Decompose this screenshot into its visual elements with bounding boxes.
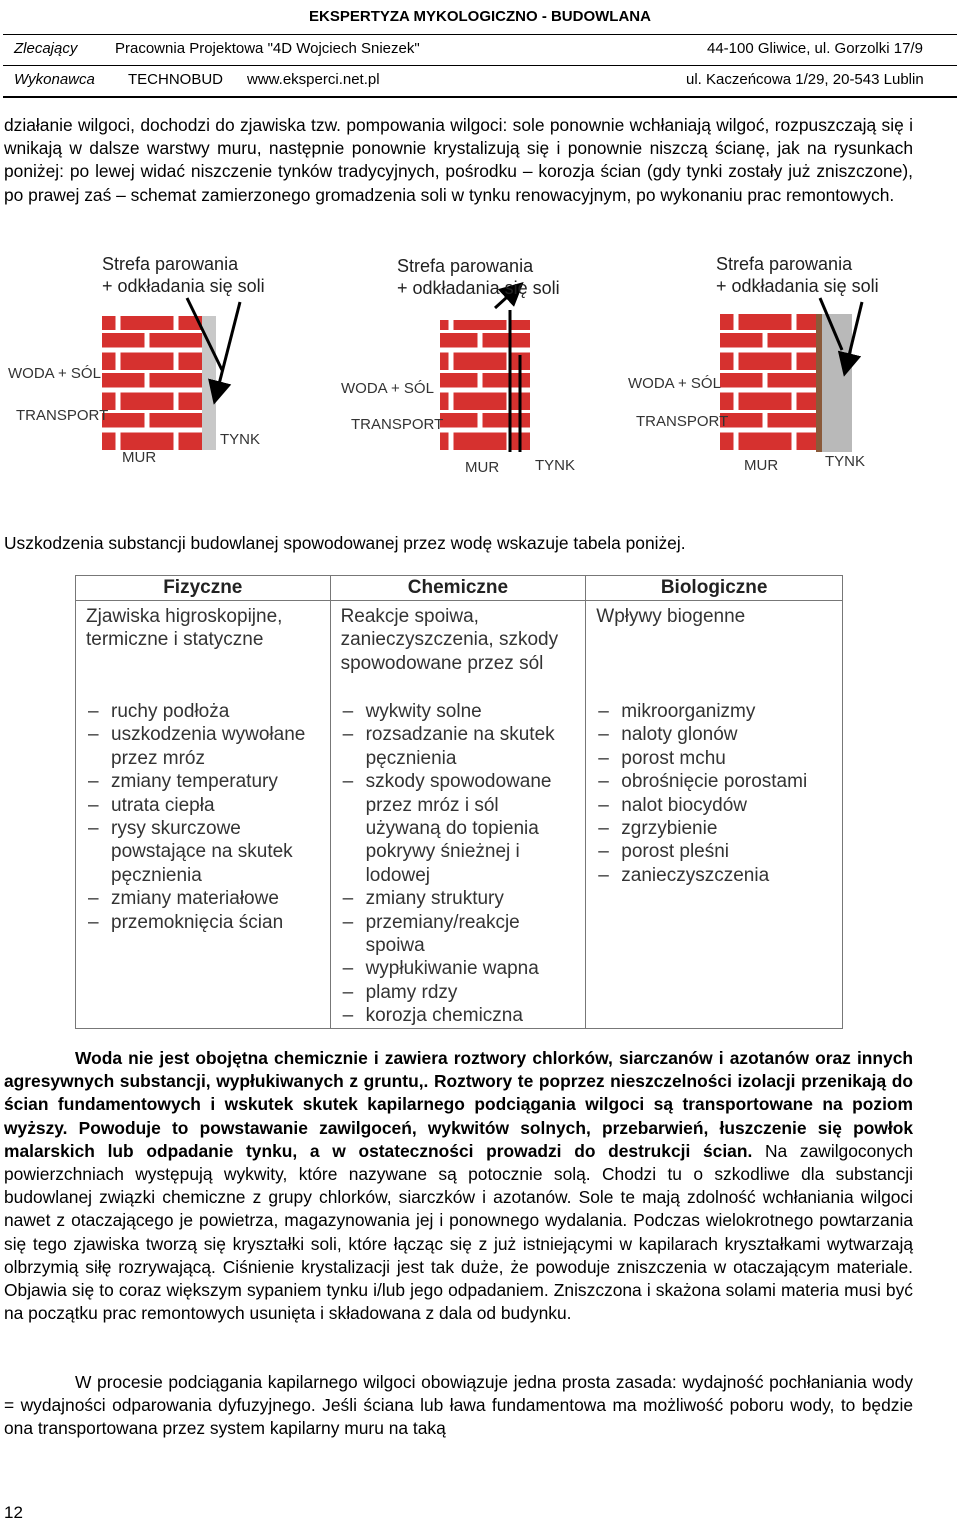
list-item: – rysy skurczowe powstające na skutek pęcznienia xyxy=(86,817,322,887)
wall-diagram xyxy=(335,250,615,482)
body-text: Na zawilgoconych powierzchniach występują wykwity, które nazywane są potocznie solą. Chodzi tu o szkodliwe dla substancji budowlanej związki chemiczne z grupy chlorków, siarczków i azotanów. Sole te mają zdolność wchłaniania wilgoci nawet z otaczającego je powietrza, magazynowania jej i ponownego wydalania. Podczas wielokrotnego powtarzania się tego zjawiska tworzą się kryształki soli, które łącząc się z już istniejącymi w kapilarach kryształkami wytwarzają olbrzymią siłę rozrywającą. Ciśnienie krystalizacji jest tak duże, że powoduje zniszczenia w otaczającym materiale. Objawia się to coraz większym sypaniem tynku i/lub jego odpadaniem. Zniszczona i skażona solami materia musi być na początku prac remontowych usunięta i składowana z dala od budynku. xyxy=(4,1140,914,1324)
physical-column xyxy=(76,601,331,1029)
header-divider xyxy=(3,65,957,66)
list-item: – naloty glonów xyxy=(596,723,834,746)
page-number: 12 xyxy=(4,1503,23,1522)
figure-renovation-plaster xyxy=(620,250,930,482)
wall-label: MUR xyxy=(744,457,779,474)
document-title: EKSPERTYZA MYKOLOGICZNO - BUDOWLANA xyxy=(309,8,651,25)
list-item: – porost pleśni xyxy=(596,840,834,863)
intro-paragraph: działanie wilgoci, dochodzi do zjawiska tzw. pompowania wilgoci: sole ponownie wchłaniają wilgoć, rozpuszczają się i wnikają w dalsze warstwy muru, następnie ponownie krystalizują się i ponownie niszczą ścianę, jak na rysunkach poniżej: po lewej widać niszczenie tynków tradycyjnych, pośrodku – korozja ścian (gdy tynki zostały już zniszczone), po prawej zaś – schemat zamierzonego gromadzenia soli w tynku renowacyjnym, po wykonaniu prac remontowych. xyxy=(4,115,913,205)
figure-wall-corrosion xyxy=(335,250,615,482)
chemical-list xyxy=(341,700,578,1028)
zone-label-line1: Strefa parowania xyxy=(716,254,853,274)
wall-label: MUR xyxy=(122,449,157,466)
list-item: – przemoknięcia ścian xyxy=(86,911,322,934)
brick-wall xyxy=(102,316,202,450)
table-intro: Uszkodzenia substancji budowlanej spowodowanej przez wodę wskazuje tabela poniżej. xyxy=(4,533,686,553)
plaster-label: TYNK xyxy=(535,457,576,474)
water-salt-label: WODA + SÓL xyxy=(341,380,434,397)
wall-diagram xyxy=(620,250,930,482)
zone-label-line2: + odkładania się soli xyxy=(102,276,265,296)
zone-label-line1: Strefa parowania xyxy=(102,254,239,274)
water-salt-label: WODA + SÓL xyxy=(628,375,721,392)
damage-table xyxy=(75,575,843,1029)
table-row xyxy=(76,601,843,1029)
transport-label: TRANSPORT xyxy=(16,407,109,424)
renovation-plaster-base xyxy=(816,314,822,452)
wall-diagram xyxy=(2,250,322,482)
zone-label-line2: + odkładania się soli xyxy=(397,278,560,298)
list-item: – porost mchu xyxy=(596,747,834,770)
biological-list xyxy=(596,700,834,887)
column-subtitle: Wpływy biogenne xyxy=(596,606,746,627)
header-divider xyxy=(3,34,957,35)
plaster-label: TYNK xyxy=(825,453,866,470)
header-client-row xyxy=(0,40,960,62)
table-header-row xyxy=(76,576,843,601)
contractor-website[interactable]: www.eksperci.net.pl xyxy=(247,71,380,88)
list-item: – zgrzybienie xyxy=(596,817,834,840)
emphasized-text: Woda nie jest obojętna chemicznie i zawiera roztwory chlorków, siarczanów i azotanów oraz innych agresywnych substancji, wypłukiwanych z gruntu,. Roztwory te poprzez nieszczelności izolacji przenikają do ścian fundamentowych i wskutek skutek kapilarnego podciągania wilgoci są transportowane na poziom wyższy. Powoduje to powstawanie zawilgoceń, wykwitów solnych, przebarwień, łuszczenie się powłok malarskich lub odpadanie tynku, a w ostateczności prowadzi do destrukcji ścian. xyxy=(4,1048,913,1161)
list-item: – korozja chemiczna xyxy=(341,1004,578,1027)
list-item: – zmiany materiałowe xyxy=(86,887,322,910)
transport-label: TRANSPORT xyxy=(636,413,729,430)
list-item: – przemiany/reakcje spoiwa xyxy=(341,911,578,958)
client-name: Pracownia Projektowa "4D Wojciech Sniezek" xyxy=(115,40,420,57)
transport-label: TRANSPORT xyxy=(351,416,444,433)
body-paragraph-2: W procesie podciągania kapilarnego wilgoci obowiązuje jedna prosta zasada: wydajność pochłaniania wody = wydajności odparowania dyfuzyjnego. Jeśli ściana lub ława fundamentowa ma możliwość poboru wody, to będzie ona transportowana przez system kapilarny muru na taką xyxy=(4,1372,913,1439)
zone-label-line2: + odkładania się soli xyxy=(716,276,879,296)
list-item: – plamy rdzy xyxy=(341,981,578,1004)
list-item: – ruchy podłoża xyxy=(86,700,322,723)
list-item: – szkody spowodowane przez mróz i sól używaną do topienia pokrywy śnieżnej i lodowej xyxy=(341,770,578,887)
contractor-address: ul. Kaczeńcowa 1/29, 20-543 Lublin xyxy=(686,71,924,88)
list-item: – obrośnięcie porostami xyxy=(596,770,834,793)
client-address: 44-100 Gliwice, ul. Gorzolki 17/9 xyxy=(707,40,923,57)
biological-column xyxy=(586,601,843,1029)
column-header-biological: Biologiczne xyxy=(586,576,843,601)
list-item: – mikroorganizmy xyxy=(596,700,834,723)
list-item: – wypłukiwanie wapna xyxy=(341,957,578,980)
chemical-column xyxy=(330,601,586,1029)
list-item: – utrata ciepła xyxy=(86,794,322,817)
zone-label-line1: Strefa parowania xyxy=(397,256,534,276)
physical-list xyxy=(86,700,322,934)
list-item: – zanieczyszczenia xyxy=(596,864,834,887)
wall-label: MUR xyxy=(465,459,500,476)
contractor-name: TECHNOBUD xyxy=(128,71,224,88)
figure-traditional-plaster xyxy=(2,250,322,482)
client-label: Zlecający xyxy=(14,40,78,57)
body-paragraph-1 xyxy=(4,1047,913,1325)
list-item: – wykwity solne xyxy=(341,700,578,723)
contractor-label: Wykonawca xyxy=(14,71,95,88)
column-subtitle: Zjawiska higroskopijne, termiczne i statyczne xyxy=(86,606,283,651)
brick-wall xyxy=(720,314,816,452)
list-item: – zmiany temperatury xyxy=(86,770,322,793)
water-salt-label: WODA + SÓL xyxy=(8,365,101,382)
list-item: – nalot biocydów xyxy=(596,794,834,817)
brick-wall xyxy=(440,320,530,452)
evaporation-arrow xyxy=(216,302,240,396)
column-header-chemical: Chemiczne xyxy=(330,576,586,601)
column-subtitle: Reakcje spoiwa, zanieczyszczenia, szkody spowodowane przez sól xyxy=(340,606,559,674)
header-contractor-row xyxy=(0,71,960,93)
plaster-label: TYNK xyxy=(220,431,261,448)
list-item: – zmiany struktury xyxy=(341,887,578,910)
header-divider xyxy=(3,96,957,98)
list-item: – rozsadzanie na skutek pęcznienia xyxy=(341,723,578,770)
list-item: – uszkodzenia wywołane przez mróz xyxy=(86,723,322,770)
column-header-physical: Fizyczne xyxy=(76,576,331,601)
